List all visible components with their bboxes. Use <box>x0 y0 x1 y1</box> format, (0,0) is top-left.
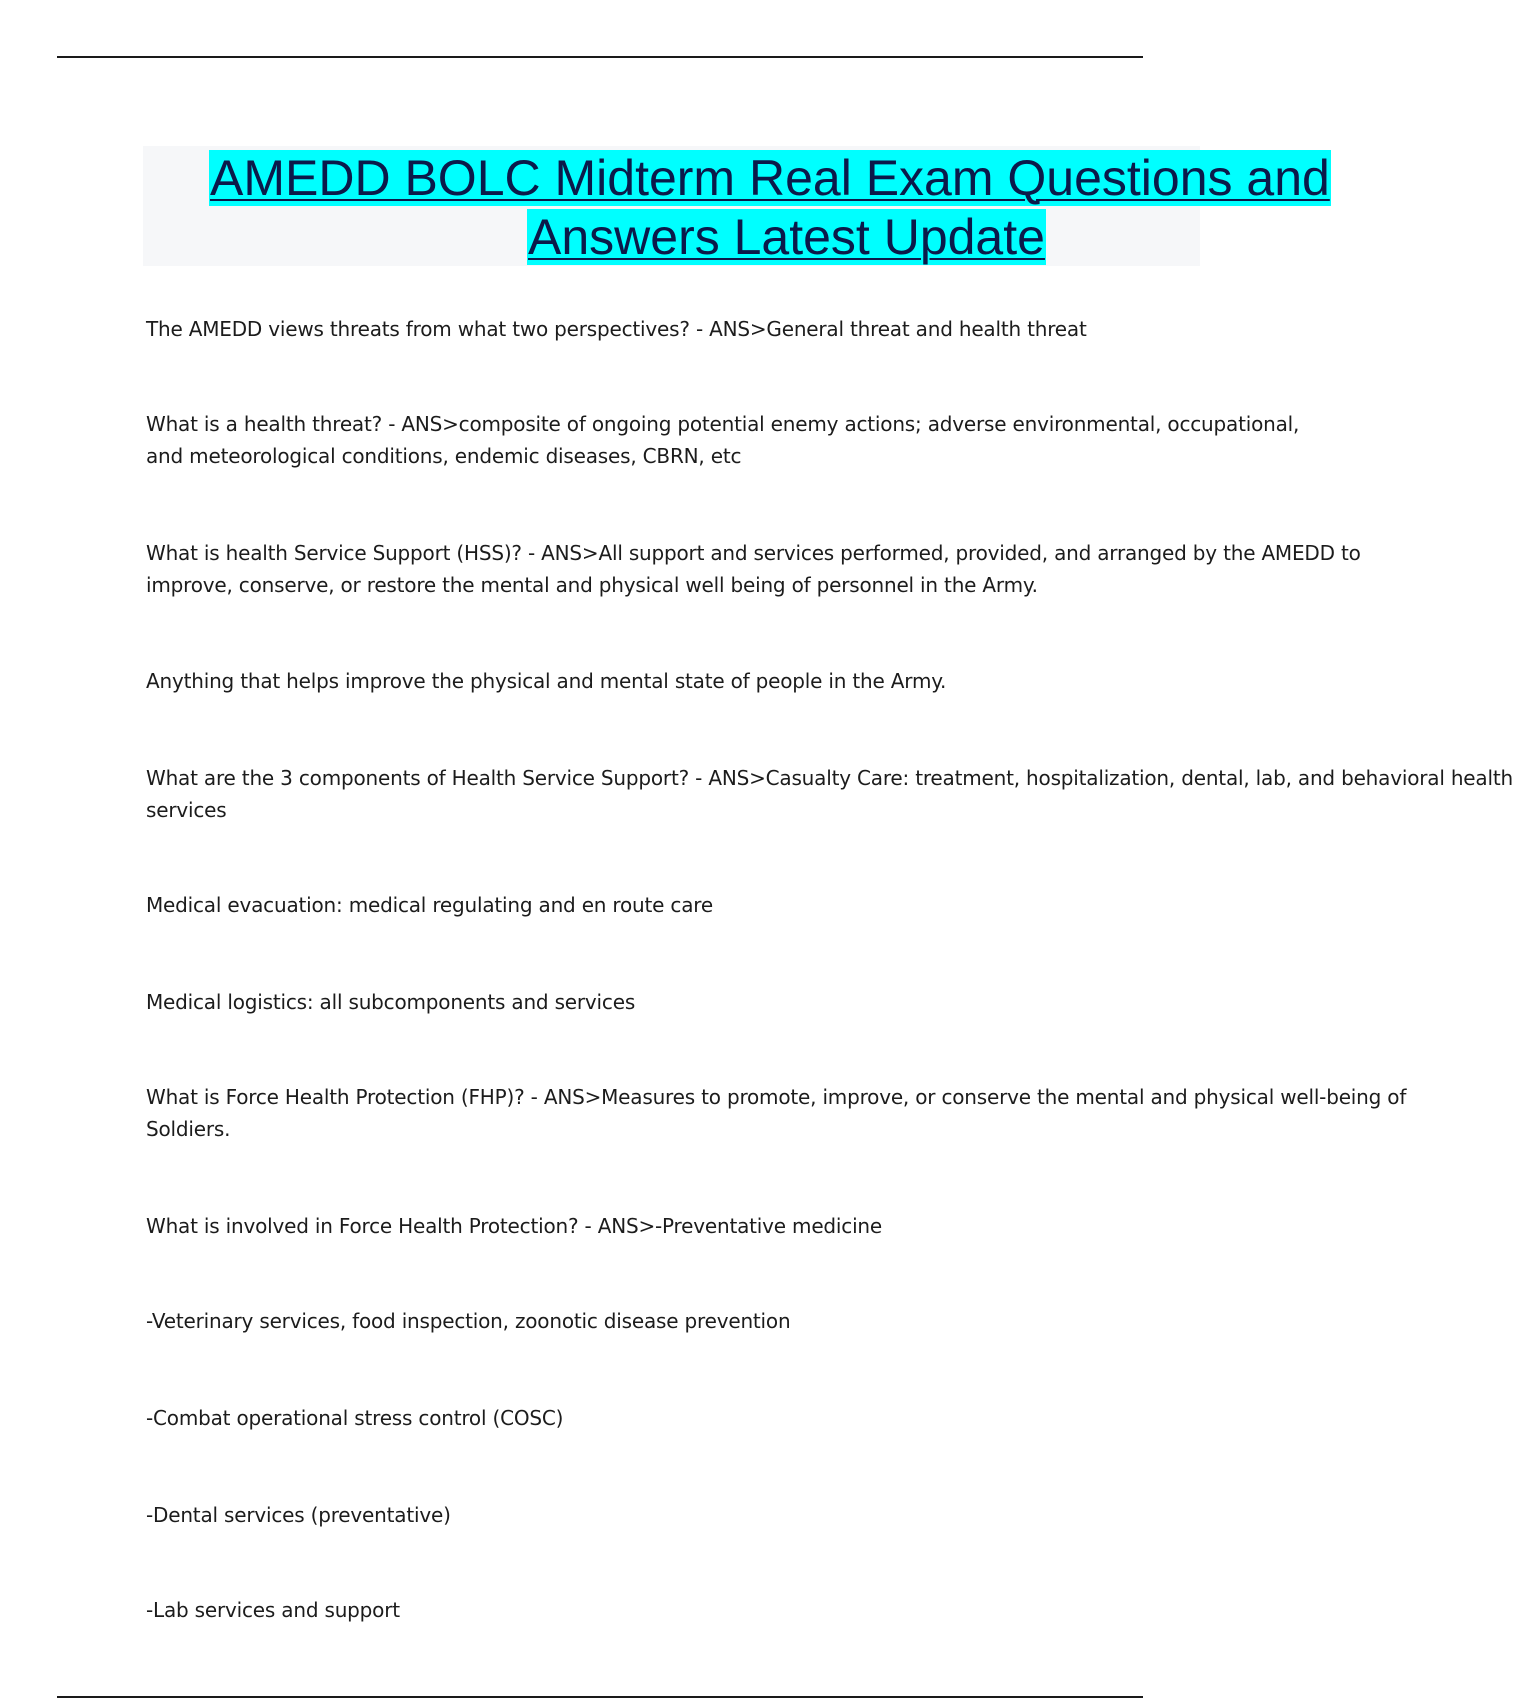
paragraph-cosc <box>146 1402 1246 1434</box>
paragraph-line: Anything that helps improve the physical and mental state of people in the Army. <box>146 669 947 693</box>
paragraph-dental <box>146 1499 1246 1531</box>
paragraph-line: What is health Service Support (HSS)? - ANS>All support and services performed, provided, and arranged by the AMEDD to <box>146 541 1361 565</box>
paragraph-line: Medical logistics: all subcomponents and services <box>146 990 636 1014</box>
paragraph-lab <box>146 1594 1246 1626</box>
paragraph-health-threat <box>146 408 1300 472</box>
paragraph-line: What is a health threat? - ANS>composite of ongoing potential enemy actions; adverse environmental, occupational, <box>146 412 1300 436</box>
paragraph-fhp-involved <box>146 1210 1246 1242</box>
paragraph-line: services <box>146 798 227 822</box>
paragraph-hss-components <box>146 762 1513 826</box>
paragraph-line: -Lab services and support <box>146 1598 400 1622</box>
paragraph-line: -Combat operational stress control (COSC) <box>146 1406 564 1430</box>
paragraph-line: Medical evacuation: medical regulating and en route care <box>146 893 713 917</box>
bottom-rule <box>57 1696 1143 1698</box>
paragraph-fhp <box>146 1081 1407 1145</box>
paragraph-line: and meteorological conditions, endemic diseases, CBRN, etc <box>146 444 742 468</box>
paragraph-line: improve, conserve, or restore the mental and physical well being of personnel in the Army. <box>146 573 1038 597</box>
paragraph-line: What is involved in Force Health Protection? - ANS>-Preventative medicine <box>146 1214 883 1238</box>
paragraph-anything-helps <box>146 665 1246 697</box>
paragraph-veterinary <box>146 1305 1246 1337</box>
paragraph-hss <box>146 537 1361 601</box>
document-body <box>146 0 1513 1700</box>
paragraph-line: What is Force Health Protection (FHP)? - ANS>Measures to promote, improve, or conserve the mental and physical well-being of <box>146 1085 1407 1109</box>
document-title-line-1: AMEDD BOLC Midterm Real Exam Questions and <box>210 150 1330 206</box>
paragraph-line: -Veterinary services, food inspection, zoonotic disease prevention <box>146 1309 791 1333</box>
paragraph-medical-evacuation <box>146 889 1246 921</box>
paragraph-general-threat <box>146 313 1246 345</box>
document-title-line-2: Answers Latest Update <box>528 209 1045 265</box>
paragraph-medical-logistics <box>146 986 1246 1018</box>
paragraph-line: Soldiers. <box>146 1117 231 1141</box>
paragraph-line: What are the 3 components of Health Service Support? - ANS>Casualty Care: treatment, hospitalization, dental, lab, and behavioral health <box>146 766 1513 790</box>
paragraph-line: -Dental services (preventative) <box>146 1503 451 1527</box>
paragraph-line: The AMEDD views threats from what two perspectives? - ANS>General threat and health threat <box>146 317 1087 341</box>
